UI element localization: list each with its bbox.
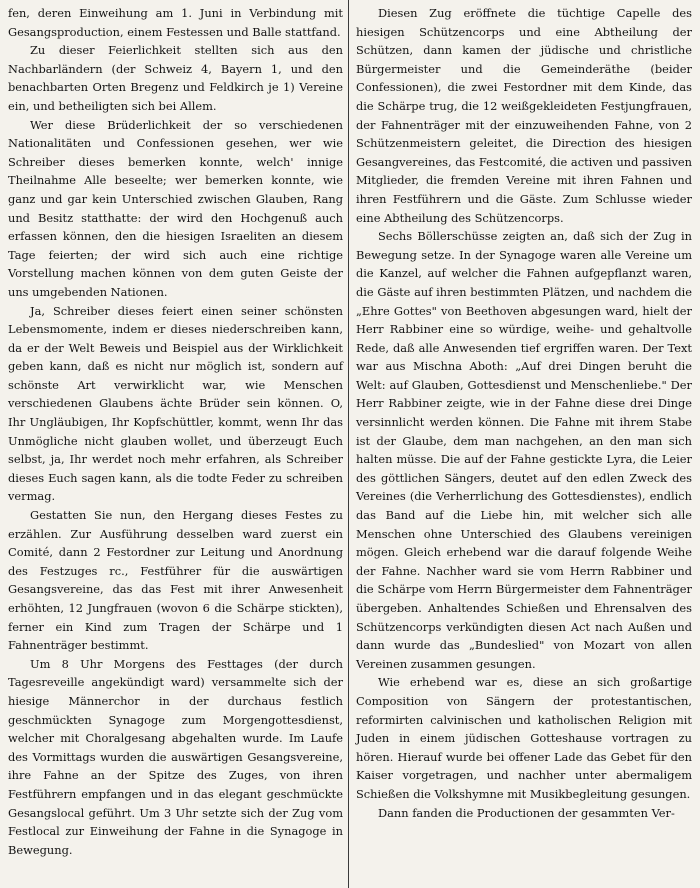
paragraph: Wie erhebend war es, diese an sich großartige Composition von Sängern der protestantischen, reformirten calvinischen und katholischen Religion mit Juden in einem jüdischen Gotteshause vortragen zu hören. Hierauf wurde bei offener Lade das Gebet für den Kaiser vorgetragen, und nachher unter abermaligem Schießen die Volkshymne mit Musikbegleitung gesungen. — [356, 675, 692, 801]
right-column — [356, 4, 692, 822]
paragraph: Um 8 Uhr Morgens des Festtages (der durch Tagesreveille angekündigt ward) versammelte sich der hiesige Männerchor in der durchaus festlich geschmückten Synagoge zum Morgengottesdienst, welcher mit Choralgesang abgehalten wurde. Im Laufe des Vormittags wurden die auswärtigen Gesangsvereine, ihre Fahne an der Spitze des Zuges, von ihren Festführern empfangen und in das elegant geschmückte Gesangslocal geführt. Um 3 Uhr setzte sich der Zug vom Festlocal zur Einweihung der Fahne in die Synagoge in Bewegung. — [8, 656, 343, 857]
paragraph: Sechs Böllerschüsse zeigten an, daß sich der Zug in Bewegung setze. In der Synagoge waren alle Vereine um die Kanzel, auf welcher die Fahnen aufgepflanzt waren, die Gäste auf ihren bestimmten Plätzen, und nachdem die „Ehre Gottes" von Beethoven abgesungen ward, hielt der Herr Rabbiner eine so würdige, weihe- und gehaltvolle Rede, daß alle Anwesenden tief ergriffen waren. Der Text war aus Mischna Aboth: „Auf drei Dingen beruht die Welt: auf Glauben, Gottesdienst und Menschenliebe." Der Herr Rabbiner zeigte, wie in der Fahne diese drei Dinge versinnlicht werden können. Die Fahne mit ihrem Stabe ist der Glaube, dem man nachgehen, an den man sich halten müsse. Die auf der Fahne gestickte Lyra, die Leier des göttlichen Sängers, deutet auf den edlen Zweck des Vereines (die Verherrlichung des Gottesdienstes), endlich das Band auf die Liebe hin, mit welcher sich alle Menschen ohne Unterschied des Glaubens vereinigen mögen. Gleich erhebend war die darauf folgende Weihe der Fahne. Nachher ward sie vom Herrn Rabbiner und die Schärpe vom Herrn Bürgermeister dem Fahnenträger übergeben. Anhaltendes Schießen und Ehrensalven des Schützencorps verkündigten diesen Act nach Außen und dann wurde das „Bundeslied" von Mozart von allen Vereinen zusammen gesungen. — [356, 229, 692, 671]
paragraph: Wer diese Brüderlichkeit der so verschiedenen Nationalitäten und Confessionen gesehen, wer wie Schreiber dieses bemerken konnte, welch' innige Theilnahme Alle beseelte; wer bemerken konnte, wie ganz und gar kein Unterschied zwischen Glauben, Rang und Besitz statthatte: der wird den Hochgenuß auch erfassen können, den die hiesigen Israeliten an diesem Tage feierten; der wird sich auch eine richtige Vorstellung machen können von dem guten Geiste der uns umgebenden Nationen. — [8, 117, 343, 299]
column-divider — [348, 0, 349, 888]
paragraph: Diesen Zug eröffnete die tüchtige Capelle des hiesigen Schützencorps und eine Abtheilung der Schützen, dann kamen der jüdische und christliche Bürgermeister und die Gemeinderäthe (beider Confessionen), die zwei Festordner mit dem Kinde, das die Schärpe trug, die 12 weißgekleideten Festjungfrauen, der Fahnenträger mit der einzuweihenden Fahne, von 2 Schützenmeistern geleitet, die Direction des hiesigen Gesangvereines, das Festcomité, die activen und passiven Mitglieder, die fremden Vereine mit ihren Fahnen und ihren Festführern und die Gäste. Zum Schlusse wieder eine Abtheilung des Schützencorps. — [356, 6, 692, 225]
paragraph: Gestatten Sie nun, den Hergang dieses Festes zu erzählen. Zur Ausführung desselben ward zuerst ein Comité, dann 2 Festordner zur Leitung und Anordnung des Festzuges rc., Festführer für die auswärtigen Gesangsvereine, das das Fest mit ihrer Anwesenheit erhöhten, 12 Jungfrauen (wovon 6 die Schärpe stickten), ferner ein Kind zum Tragen der Schärpe und 1 Fahnenträger bestimmt. — [8, 508, 343, 653]
paragraph: Zu dieser Feierlichkeit stellten sich aus den Nachbarländern (der Schweiz 4, Bayern 1, und den benachbarten Orten Bregenz und Feldkirch je 1) Vereine ein, und betheiligten sich bei Allem. — [8, 43, 343, 113]
paragraph: fen, deren Einweihung am 1. Juni in Verbindung mit Gesangsproduction, einem Festessen und Balle stattfand. — [8, 6, 343, 39]
paragraph: Ja, Schreiber dieses feiert einen seiner schönsten Lebensmomente, indem er dieses niederschreiben kann, da er der Welt Beweis und Beispiel aus der Wirklichkeit geben kann, daß es nicht nur möglich ist, sondern auf schönste Art verwirklicht war, wie Menschen verschiedenen Glaubens ächte Brüder sein können. O, Ihr Ungläubigen, Ihr Kopfschüttler, kommt, wenn Ihr das Unmögliche nicht glauben wollet, und überzeugt Euch selbst, ja, Ihr werdet noch mehr erfahren, als Schreiber dieses Euch sagen kann, als die todte Feder zu schreiben vermag. — [8, 303, 343, 504]
left-column — [8, 4, 343, 859]
paragraph: Dann fanden die Productionen der gesammten Ver- — [378, 805, 675, 820]
